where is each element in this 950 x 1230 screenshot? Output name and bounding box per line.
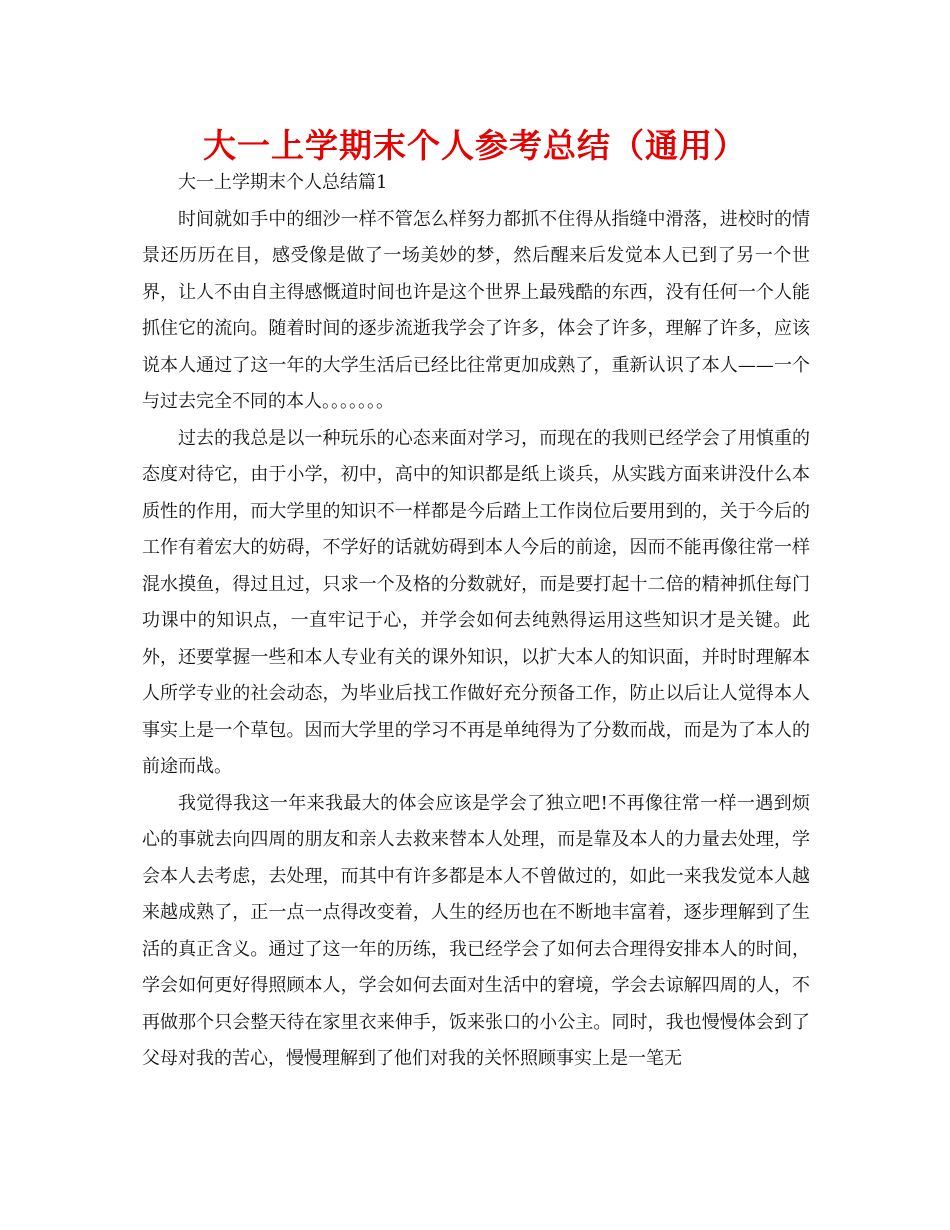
paragraph-1: 时间就如手中的细沙一样不管怎么样努力都抓不住得从指缝中滑落，进校时的情景还历历在目，感受像是做了一场美妙的梦，然后醒来后发觉本人已到了另一个世界，让人不由自主得感慨道时间也许是这个世界上最残酷的东西，没有任何一个人能抓住它的流向。随着时间的逐步流逝我学会了许多，体会了许多，理解了许多，应该说本人通过了这一年的大学生活后已经比往常更加成熟了，重新认识了本人——一个与过去完全不同的本人。。。。。。。 (142, 208, 810, 412)
document-body (142, 165, 810, 1078)
section-heading: 大一上学期末个人总结篇1 (178, 172, 388, 193)
paragraph-2: 过去的我总是以一种玩乐的心态来面对学习，而现在的我则已经学会了用慎重的态度对待它，由于小学，初中，高中的知识都是纸上谈兵，从实践方面来讲没什么本质性的作用，而大学里的知识不一样都是今后踏上工作岗位后要用到的，关于今后的工作有着宏大的妨碍，不学好的话就妨碍到本人今后的前途，因而不能再像往常一样混水摸鱼，得过且过，只求一个及格的分数就好，而是要打起十二倍的精神抓住每门功课中的知识点，一直牢记于心，并学会如何去纯熟得运用这些知识才是关键。此外，还要掌握一些和本人专业有关的课外知识，以扩大本人的知识面，并时时理解本人所学专业的社会动态，为毕业后找工作做好充分预备工作，防止以后让人觉得本人事实上是一个草包。因而大学里的学习不再是单纯得为了分数而战，而是为了本人的前途而战。 (142, 427, 810, 777)
paragraph-3: 我觉得我这一年来我最大的体会应该是学会了独立吧!不再像往常一样一遇到烦心的事就去向四周的朋友和亲人去救来替本人处理，而是靠及本人的力量去处理，学会本人去考虑，去处理，而其中有许多都是本人不曾做过的，如此一来我发觉本人越来越成熟了，正一点一点得改变着，人生的经历也在不断地丰富着，逐步理解到了生活的真正含义。通过了这一年的历练，我已经学会了如何去合理得安排本人的时间，学会如何更好得照顾本人，学会如何去面对生活中的窘境，学会去谅解四周的人，不再做那个只会整天待在家里衣来伸手，饭来张口的小公主。同时，我也慢慢体会到了父母对我的苦心，慢慢理解到了他们对我的关怀照顾事实上是一笔无 (142, 792, 810, 1069)
document-title: 大一上学期末个人参考总结（通用） (203, 126, 747, 165)
